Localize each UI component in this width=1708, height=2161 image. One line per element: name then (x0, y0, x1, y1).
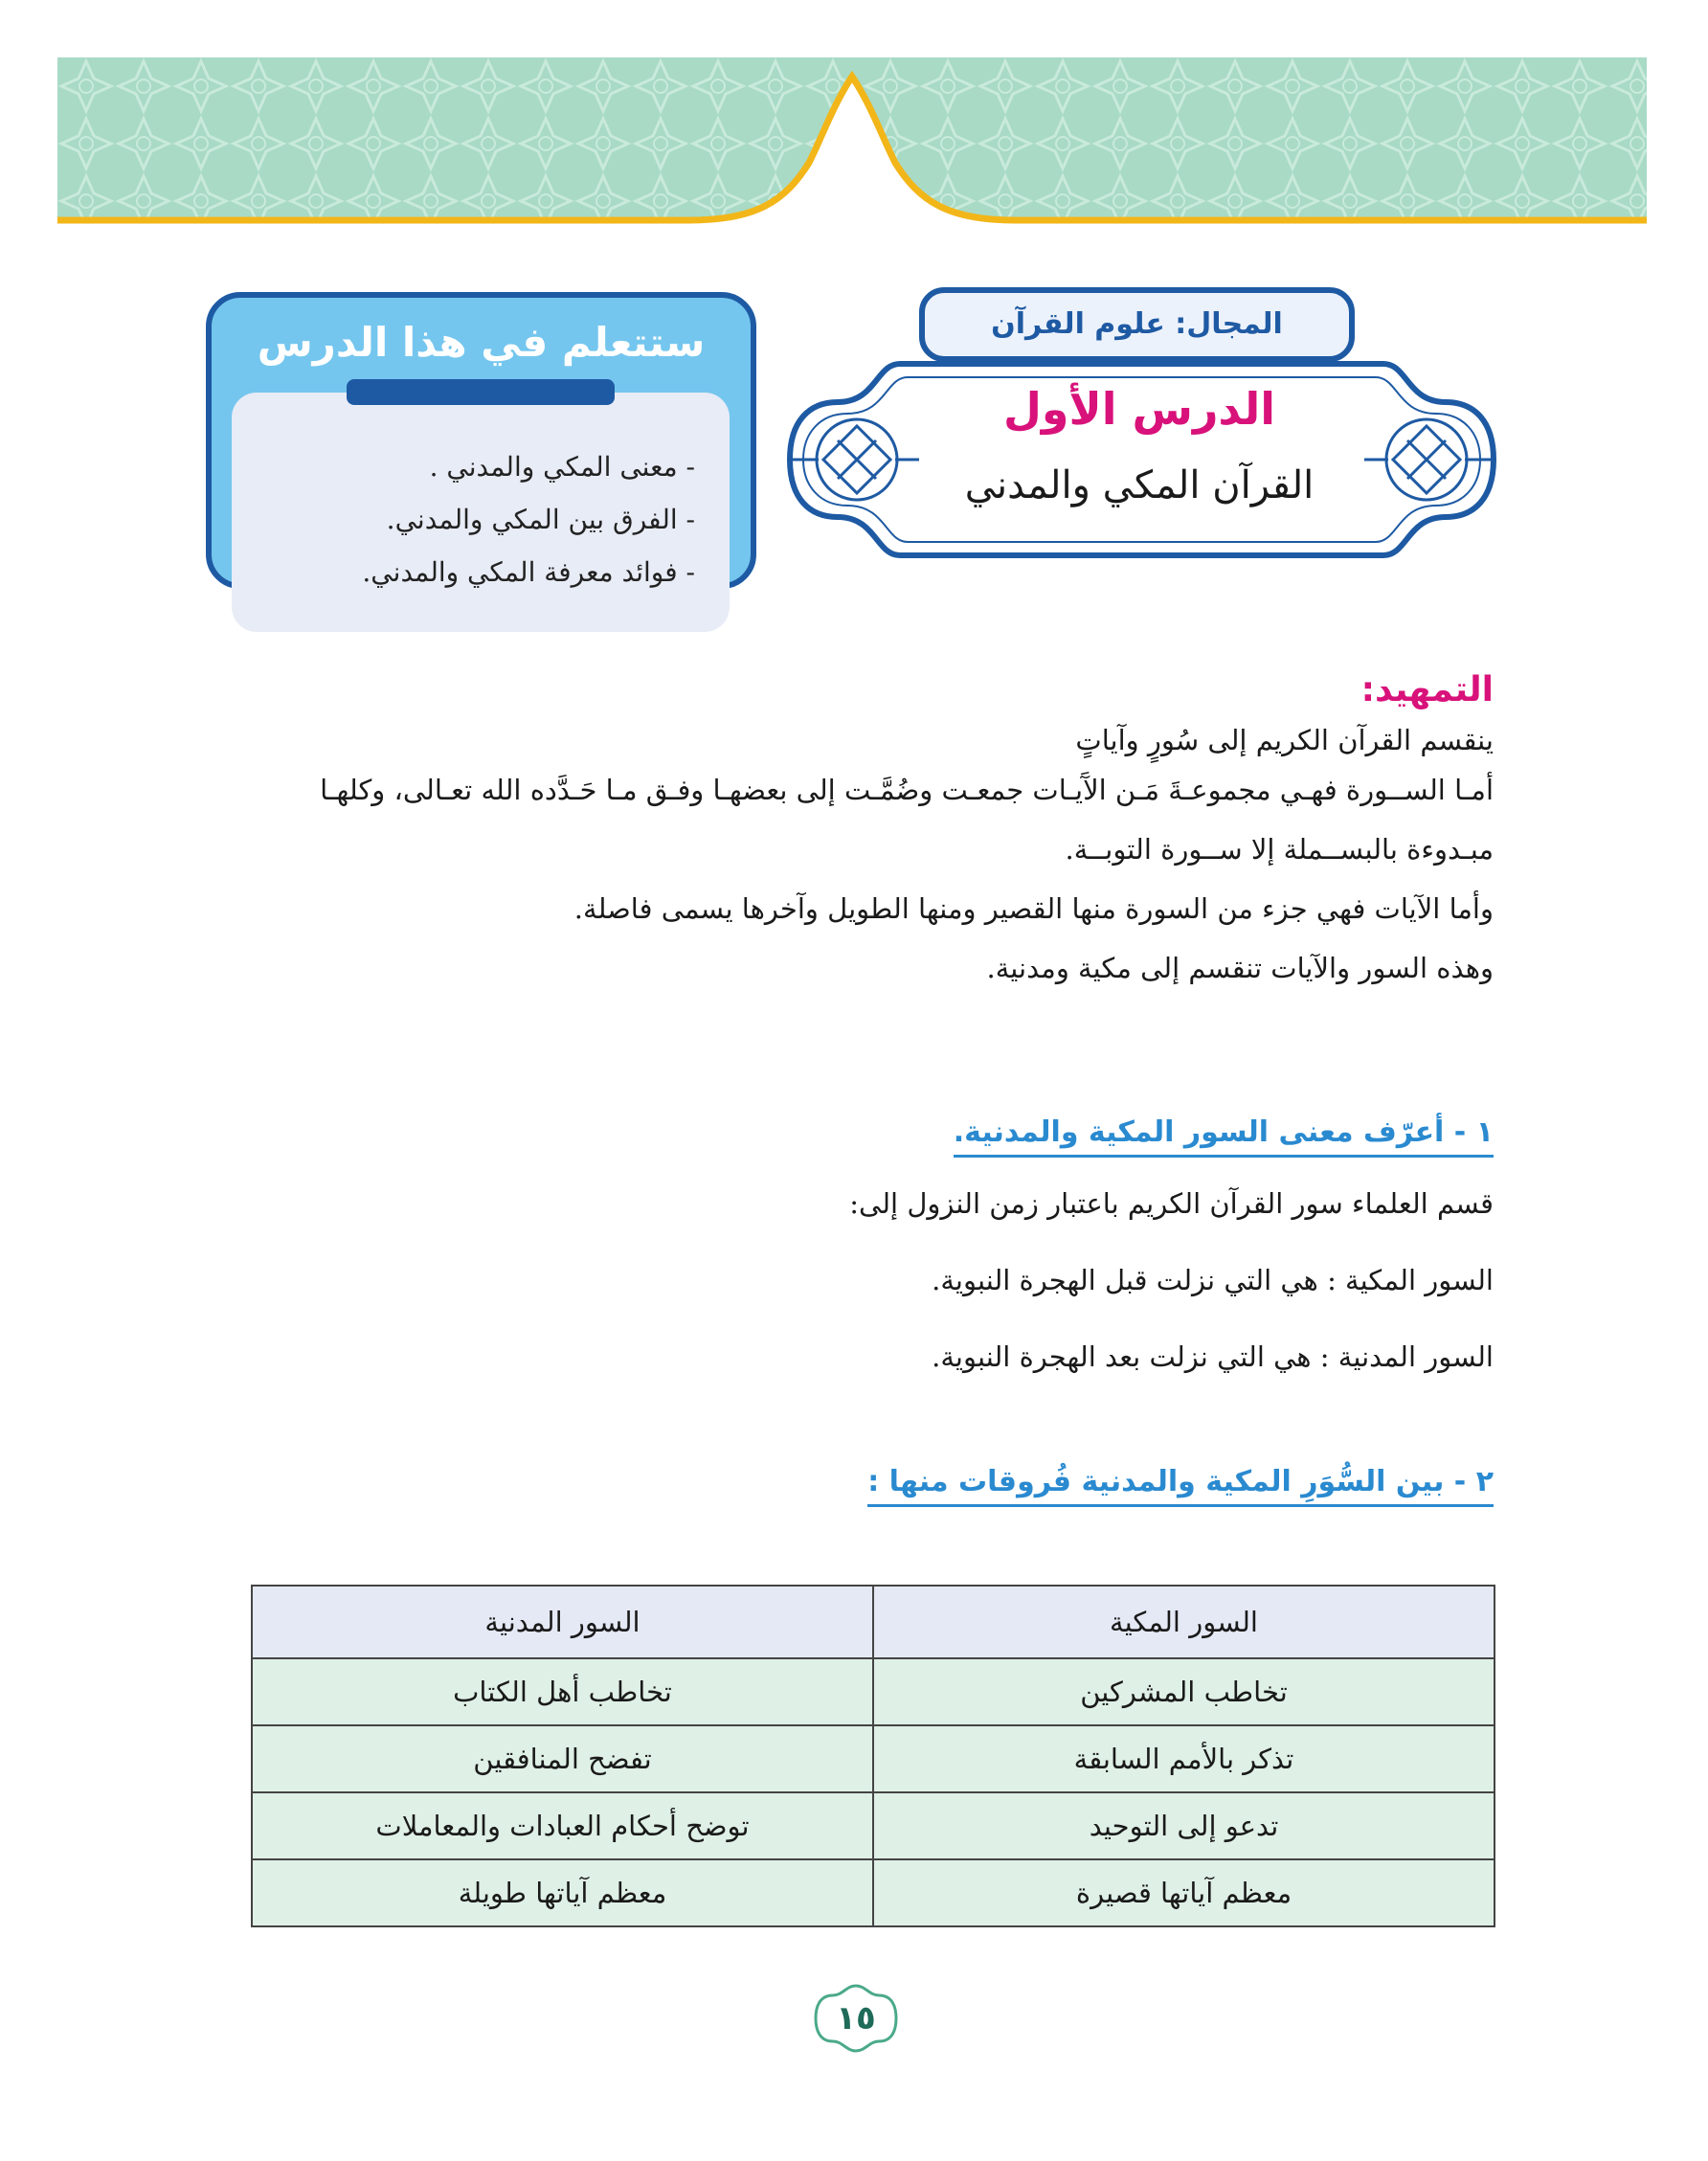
learn-item: - معنى المكي والمدني . (429, 451, 695, 483)
table-row (252, 1725, 1494, 1792)
page-number: ١٥ (836, 1999, 876, 2037)
intro-line: أمـا الســورة فهـي مجموعـةَ مَـن الآَيـات جمعـت وضُمَّـت إلى بعضهـا وفـق مـا حَـدَّده الله تعـالى، وكلهـا (320, 774, 1494, 806)
section-1 (211, 1115, 1494, 1376)
intro-section (211, 670, 1494, 987)
section-1-line: السور المكية : هي التي نزلت قبل الهجرة النبوية. (932, 1264, 1494, 1296)
table-row (252, 1792, 1494, 1859)
intro-line: وأما الآيات فهي جزء من السورة منها القصير ومنها الطويل وآخرها يسمى فاصلة. (573, 892, 1494, 925)
table-row (252, 1859, 1494, 1926)
lesson-field-label: المجال: علوم القرآن (919, 287, 1355, 362)
table-header-makki: السور المكية (873, 1586, 1494, 1658)
intro-line: ينقسم القرآن الكريم إلى سُورٍ وآياتٍ (1075, 724, 1494, 756)
intro-line: مبـدوءة بالبســملة إلا ســورة التوبــة. (1065, 833, 1494, 866)
section-1-heading: ١ - أعرّف معنى السور المكية والمدنية. (954, 1115, 1494, 1158)
table-header-row (252, 1586, 1494, 1658)
table-cell: تدعو إلى التوحيد (873, 1792, 1494, 1859)
intro-line: وهذه السور والآيات تنقسم إلى مكية ومدنية. (986, 952, 1494, 984)
header-banner (57, 57, 1647, 232)
lesson-title: القرآن المكي والمدني (964, 463, 1315, 507)
learn-item: - الفرق بين المكي والمدني. (386, 504, 695, 535)
table-header-madani: السور المدنية (252, 1586, 873, 1658)
section-1-line: قسم العلماء سور القرآن الكريم باعتبار زمن النزول إلى: (849, 1187, 1494, 1220)
table-cell: معظم آياتها قصيرة (873, 1859, 1494, 1926)
table-cell: تخاطب المشركين (873, 1658, 1494, 1725)
comparison-table (251, 1585, 1495, 1927)
page-number-badge (812, 1982, 900, 2055)
section-2 (211, 1465, 1494, 1507)
table-cell: تفضح المنافقين (252, 1725, 873, 1792)
learn-box-title: ستتعلم في هذا الدرس (257, 319, 706, 366)
table-cell: تذكر بالأمم السابقة (873, 1725, 1494, 1792)
section-1-line: السور المدنية : هي التي نزلت بعد الهجرة النبوية. (932, 1340, 1494, 1373)
table-cell: تخاطب أهل الكتاب (252, 1658, 873, 1725)
intro-heading: التمهيد: (1360, 670, 1494, 709)
learn-box-list (232, 393, 730, 632)
lesson-number: الدرس الأول (1002, 383, 1276, 435)
section-2-heading: ٢ - بين السُّوَرِ المكية والمدنية فُروقات منها : (867, 1465, 1494, 1507)
table-cell: معظم آياتها طويلة (252, 1859, 873, 1926)
learn-box-bar (347, 379, 615, 405)
table-row (252, 1658, 1494, 1725)
learn-item: - فوائد معرفة المكي والمدني. (362, 556, 695, 588)
table-cell: توضح أحكام العبادات والمعاملات (252, 1792, 873, 1859)
lesson-frame (785, 345, 1498, 574)
